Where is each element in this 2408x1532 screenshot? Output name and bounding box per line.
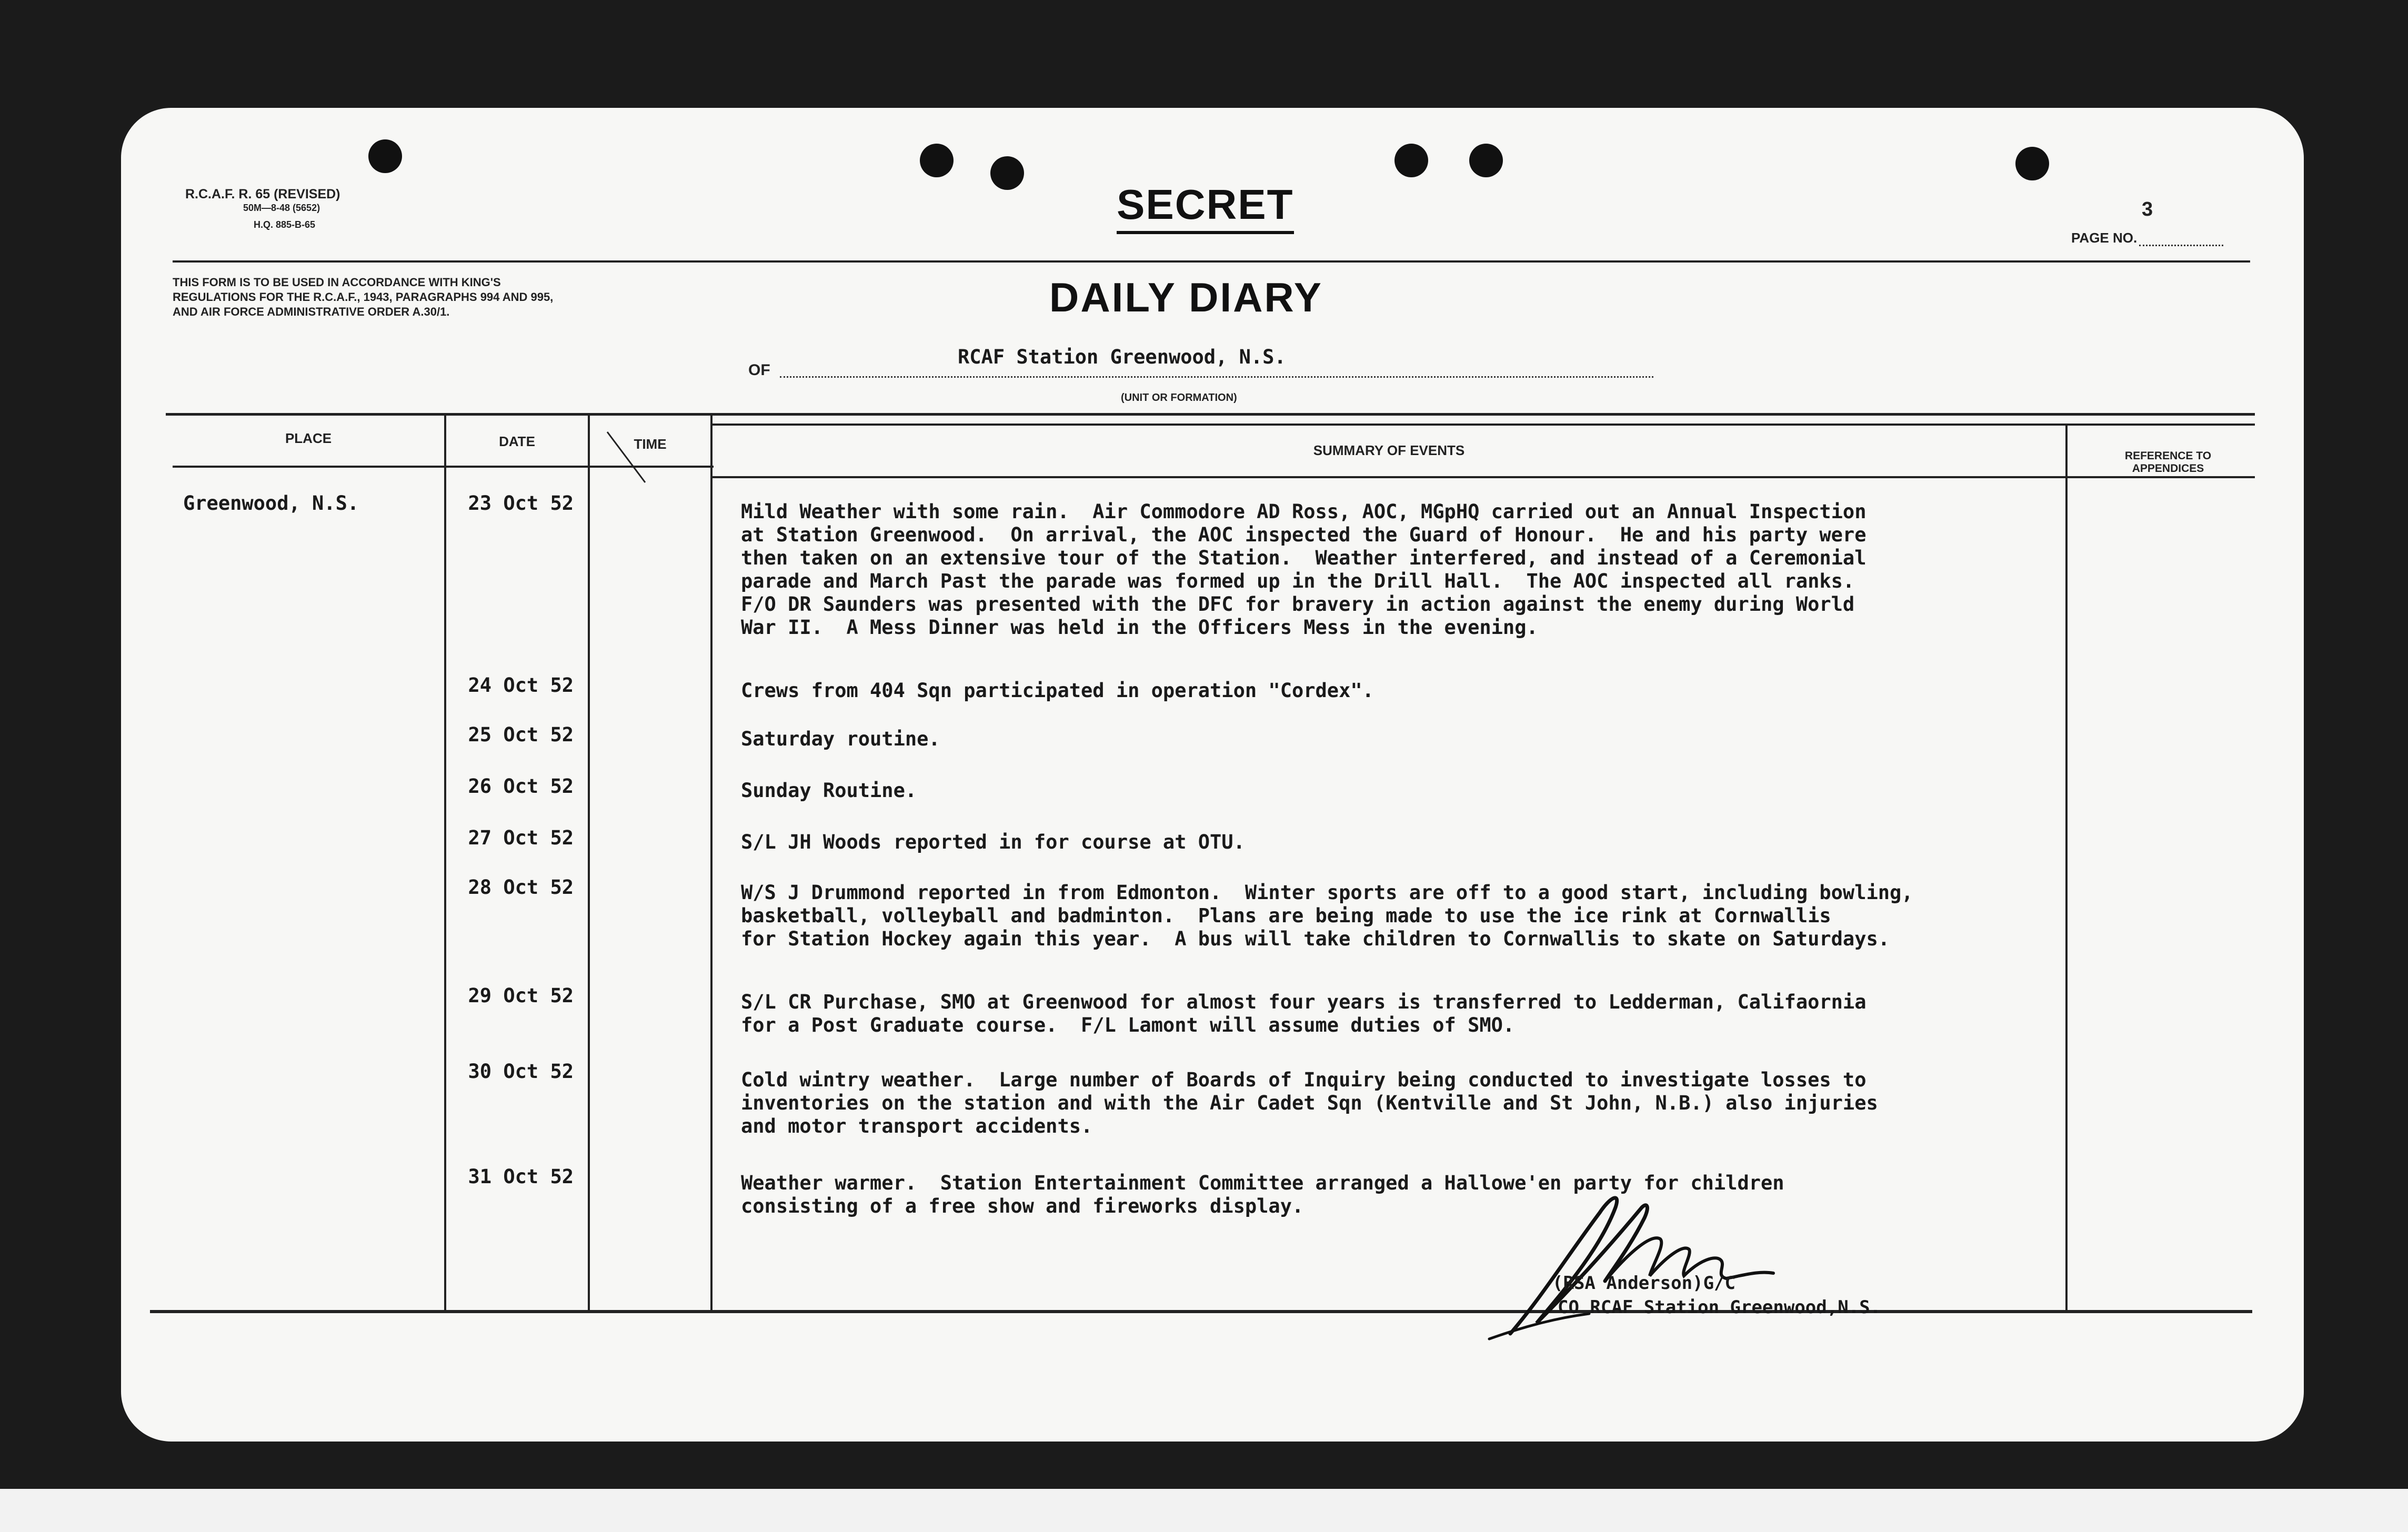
entry-summary: Crews from 404 Sqn participated in operation "Cordex".: [741, 679, 1374, 702]
of-label: OF: [748, 361, 770, 379]
column-divider: [444, 413, 446, 1310]
entry-summary: Mild Weather with some rain. Air Commodore AD Ross, AOC, MGpHQ carried out an Annual Inspection at Station Greenwood. On arrival, the AOC inspected the Guard of Honour. He and his party were then taken on an extensive tour of the Station. Weather interfered, and instead of a Ceremonial parade and March Past the parade was formed up in the Drill Hall. The AOC inspected all ranks. F/O DR Saunders was presented with the DFC for bravery in action against the enemy during World War II. A Mess Dinner was held in the Officers Mess in the evening.: [741, 500, 1867, 639]
entry-summary: Saturday routine.: [741, 728, 940, 750]
classification-marking: SECRET: [1117, 180, 1294, 234]
entry-summary: Cold wintry weather. Large number of Boards of Inquiry being conducted to investigate losses to inventories on the station and with the Air Cadet Sqn (Kentville and St John, N.B.) also injuries and motor transport accidents.: [741, 1069, 1878, 1137]
column-header-rule-2: [710, 476, 2255, 478]
place-cell: Greenwood, N.S.: [183, 492, 359, 515]
table-bottom-rule: [150, 1310, 2252, 1313]
punch-hole: [990, 156, 1024, 190]
unit-name: RCAF Station Greenwood, N.S.: [958, 346, 1286, 368]
table-top-rule-2: [710, 424, 2255, 426]
entry-summary: Weather warmer. Station Entertainment Committee arranged a Hallowe'en party for children consisting of a free show and fireworks display.: [741, 1172, 1784, 1217]
column-divider: [588, 413, 590, 1310]
page-title: DAILY DIARY: [1049, 274, 1323, 320]
entry-date: 31 Oct 52: [468, 1165, 574, 1188]
form-code: R.C.A.F. R. 65 (REVISED): [185, 187, 340, 201]
punch-hole: [368, 139, 402, 173]
signatory-name: (RSA Anderson)G/C: [1552, 1273, 1735, 1294]
signatory-title: CO RCAF Station Greenwood,N.S.: [1558, 1297, 1881, 1318]
handwritten-signature: [1479, 1176, 1805, 1344]
entry-summary: S/L CR Purchase, SMO at Greenwood for almost four years is transferred to Ledderman, Califaornia for a Post Graduate course. F/L Lamont will assume duties of SMO.: [741, 991, 1867, 1036]
entry-date: 23 Oct 52: [468, 492, 574, 515]
entry-date: 25 Oct 52: [468, 723, 574, 746]
entry-date: 29 Oct 52: [468, 984, 574, 1007]
entry-date: 26 Oct 52: [468, 775, 574, 798]
entry-date: 30 Oct 52: [468, 1060, 574, 1083]
entry-date: 28 Oct 52: [468, 876, 574, 899]
header-summary: SUMMARY OF EVENTS: [1313, 442, 1465, 458]
entry-summary: Sunday Routine.: [741, 779, 917, 802]
entry-summary: S/L JH Woods reported in for course at OTU.: [741, 831, 1245, 853]
punch-hole: [1469, 144, 1503, 177]
page-number-dots: [2139, 245, 2223, 246]
header-time: TIME: [634, 436, 667, 452]
column-divider: [710, 413, 713, 1310]
table-top-rule: [166, 413, 2255, 416]
entry-date: 24 Oct 52: [468, 674, 574, 697]
page-number: 3: [2142, 198, 2153, 220]
header-rule: [173, 260, 2250, 263]
punch-hole: [2015, 147, 2049, 180]
punch-hole: [1394, 144, 1428, 177]
entry-summary: W/S J Drummond reported in from Edmonton. Winter sports are off to a good start, including bowling, basketball, volleyball and badminton. Plans are being made to use the ice rink at Cornwallis for Station Hockey again this year. A bus will take children to Cornwallis to skate on Saturdays.: [741, 881, 1913, 950]
header-place: PLACE: [285, 430, 332, 446]
scan-edge: [0, 1489, 2408, 1532]
form-print-run: 50M—8-48 (5652): [243, 203, 320, 213]
form-hq-ref: H.Q. 885-B-65: [254, 219, 316, 230]
diary-form: [121, 108, 2304, 1442]
entry-date: 27 Oct 52: [468, 827, 574, 849]
punch-hole: [920, 144, 954, 177]
form-instructions: THIS FORM IS TO BE USED IN ACCORDANCE WITH KING'S REGULATIONS FOR THE R.C.A.F., 1943, PARAGRAPHS 994 AND 995, AND AIR FORCE ADMINISTRATIVE ORDER A.30/1.: [173, 276, 554, 318]
unit-caption: (UNIT OR FORMATION): [1121, 392, 1237, 404]
page-label: PAGE NO.: [2071, 230, 2138, 246]
header-reference: REFERENCE TO APPENDICES: [2124, 450, 2212, 475]
header-date: DATE: [499, 434, 535, 449]
unit-underline: [780, 376, 1653, 378]
